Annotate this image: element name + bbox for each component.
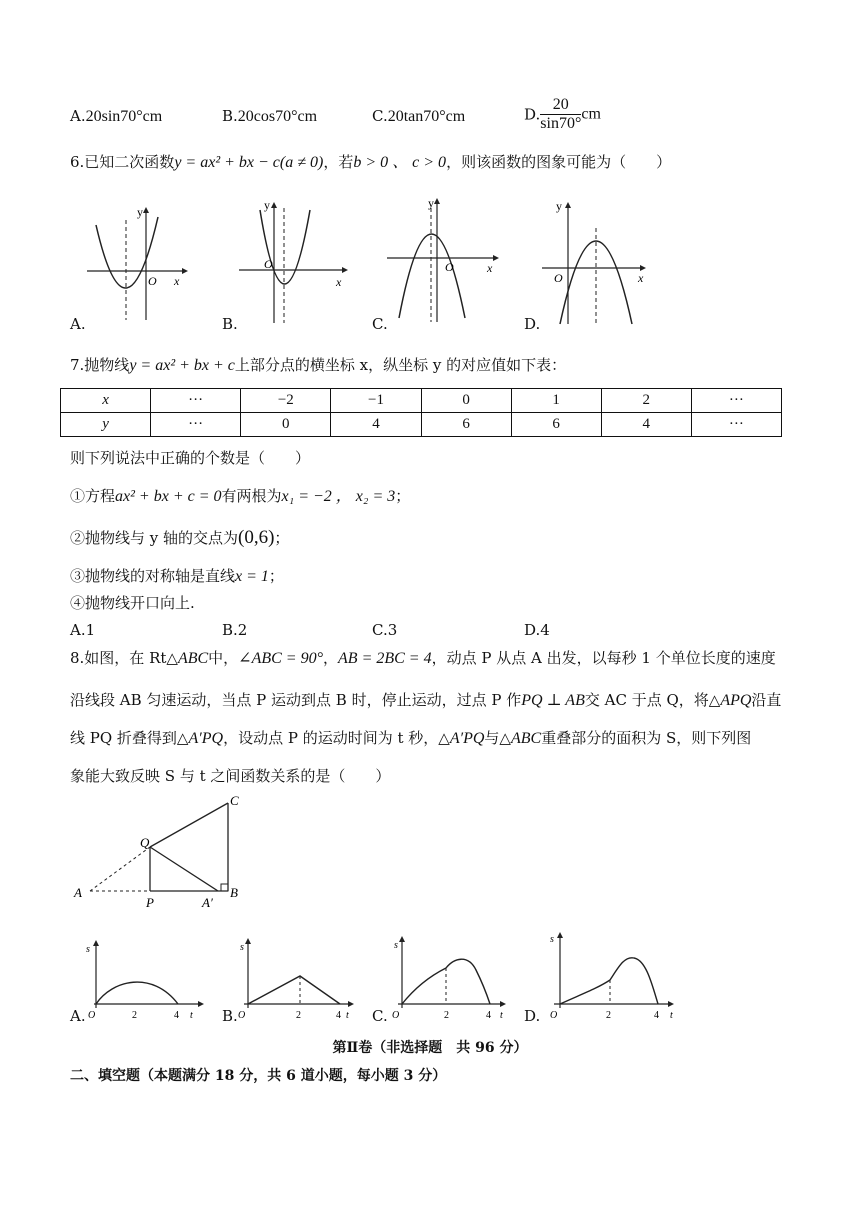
table-cell: 1	[511, 389, 601, 413]
axis-x-label: x	[174, 274, 180, 288]
svg-text:O: O	[88, 1010, 96, 1021]
q6-graph-c	[385, 196, 505, 326]
q7-value-table	[60, 388, 782, 437]
table-cell: ···	[691, 413, 781, 437]
svg-text:4: 4	[654, 1010, 659, 1021]
point-a-label: A	[74, 885, 82, 900]
origin-label: O	[264, 257, 273, 271]
svg-text:4: 4	[174, 1010, 179, 1021]
q8-line-2: 沿线段 AB 匀速运动，当点 P 运动到点 B 时，停止运动，过点 P 作PQ ⊥ AB交 AC 于点 Q，将△APQ沿直	[70, 691, 782, 709]
svg-text:2: 2	[606, 1010, 611, 1021]
q6-graph-d	[540, 198, 655, 326]
q7-statement-2: ②抛物线与 y 轴的交点为(0,6)；	[70, 527, 290, 548]
q8-line-3: 线 PQ 折叠得到△A′PQ，设动点 P 的运动时间为 t 秒，△A′PQ与△ABC重叠部分的面积为 S，则下列图	[70, 729, 752, 747]
q6-graph-a	[82, 205, 192, 325]
q8-graph-label-a: A.	[70, 1007, 86, 1025]
table-cell: ···	[151, 413, 241, 437]
q8-graph-label-b: B.	[222, 1007, 238, 1025]
q7-choice-c: C.3	[372, 621, 398, 639]
table-cell: 2	[601, 389, 691, 413]
origin-label: O	[148, 274, 157, 288]
axis-y-label: y	[428, 196, 434, 210]
axis-x-label: x	[638, 271, 644, 285]
point-c-label: C	[230, 795, 239, 808]
origin-label: O	[554, 271, 563, 285]
axis-x-label: x	[336, 275, 342, 289]
q8-graph-b	[236, 936, 361, 1021]
q8-graph-label-d: D.	[524, 1007, 541, 1025]
svg-text:2: 2	[296, 1010, 301, 1021]
q8-line-1: 8.如图，在 Rt△ABC中，∠ABC = 90°，AB = 2BC = 4，动点 P 从点 A 出发，以每秒 1 个单位长度的速度	[70, 649, 776, 667]
axis-y-label: y	[264, 198, 270, 212]
point-b-label: B	[230, 885, 238, 900]
point-p-label: P	[146, 895, 154, 910]
q6-label-d: D.	[524, 315, 541, 333]
section-title: 第Ⅱ卷（非选择题 共 96 分）	[332, 1040, 528, 1056]
q7-question: 则下列说法中正确的个数是（ ）	[70, 449, 311, 467]
svg-text:s: s	[240, 942, 244, 953]
svg-text:O: O	[550, 1010, 558, 1021]
point-a-prime-label: A′	[202, 895, 213, 910]
svg-text:t: t	[346, 1010, 349, 1021]
svg-text:s: s	[86, 944, 90, 955]
q5-option-d: D. $\frac{20}{\sin 70^\circ}$ cm	[524, 96, 601, 132]
q6-label-b: B.	[222, 315, 238, 333]
q8-graph-c	[388, 934, 513, 1022]
q8-graph-a	[82, 940, 207, 1025]
q6-graph-b	[236, 198, 351, 326]
table-cell: 6	[421, 413, 511, 437]
svg-text:O: O	[238, 1010, 246, 1021]
axis-y-label: y	[556, 199, 562, 213]
svg-text:s: s	[394, 940, 398, 951]
q8-graph-label-c: C.	[372, 1007, 388, 1025]
table-cell: 0	[421, 389, 511, 413]
q5-option-c: C.20tan70°cm	[372, 107, 466, 125]
svg-text:2: 2	[132, 1010, 137, 1021]
svg-text:2: 2	[444, 1010, 449, 1021]
table-cell: 4	[331, 413, 421, 437]
table-cell: −2	[241, 389, 331, 413]
table-cell: −1	[331, 389, 421, 413]
q6-label-a: A.	[70, 315, 86, 333]
point-q-label: Q	[140, 835, 150, 850]
q8-graph-d	[542, 928, 682, 1022]
table-row	[61, 389, 782, 413]
table-cell: ···	[151, 389, 241, 413]
svg-text:4: 4	[486, 1010, 491, 1021]
svg-text:t: t	[500, 1010, 503, 1021]
q7-statement-4: ④抛物线开口向上.	[70, 594, 195, 612]
q7-choice-b: B.2	[222, 621, 248, 639]
table-header-y: y	[61, 413, 151, 437]
q8-triangle-figure	[70, 795, 250, 915]
table-row	[61, 413, 782, 437]
q6-label-c: C.	[372, 315, 388, 333]
q6-stem: 6.已知二次函数y = ax² + bx − c(a ≠ 0)，若b > 0 、 c > 0，则该函数的图象可能为（ ）	[70, 153, 672, 171]
svg-text:t: t	[670, 1010, 673, 1021]
svg-text:4: 4	[336, 1010, 341, 1021]
table-cell: 0	[241, 413, 331, 437]
q7-statement-1: ①方程ax² + bx + c = 0有两根为x₁ = −2 ， x₂ = 3；	[70, 487, 411, 505]
q7-statement-3: ③抛物线的对称轴是直线x = 1；	[70, 567, 284, 585]
svg-text:O: O	[392, 1010, 400, 1021]
svg-text:s: s	[550, 934, 554, 945]
svg-text:t: t	[190, 1010, 193, 1021]
table-cell: 4	[601, 413, 691, 437]
axis-y-label: y	[137, 205, 143, 219]
axis-x-label: x	[487, 261, 493, 275]
q5-option-a: A.20sin70°cm	[70, 107, 163, 125]
origin-label: O	[445, 260, 454, 274]
q8-line-4: 象能大致反映 S 与 t 之间函数关系的是（ ）	[70, 767, 391, 785]
q5-option-b: B.20cos70°cm	[222, 107, 318, 125]
q7-choice-d: D.4	[524, 621, 550, 639]
q7-choice-a: A.1	[70, 621, 96, 639]
section-heading: 二、填空题（本题满分 18 分，共 6 道小题，每小题 3 分）	[70, 1068, 447, 1084]
q7-stem: 7.抛物线y = ax² + bx + c上部分点的横坐标 x，纵坐标 y 的对应值如下表：	[70, 356, 567, 374]
table-cell: ···	[691, 389, 781, 413]
table-cell: 6	[511, 413, 601, 437]
table-header-x: x	[61, 389, 151, 413]
